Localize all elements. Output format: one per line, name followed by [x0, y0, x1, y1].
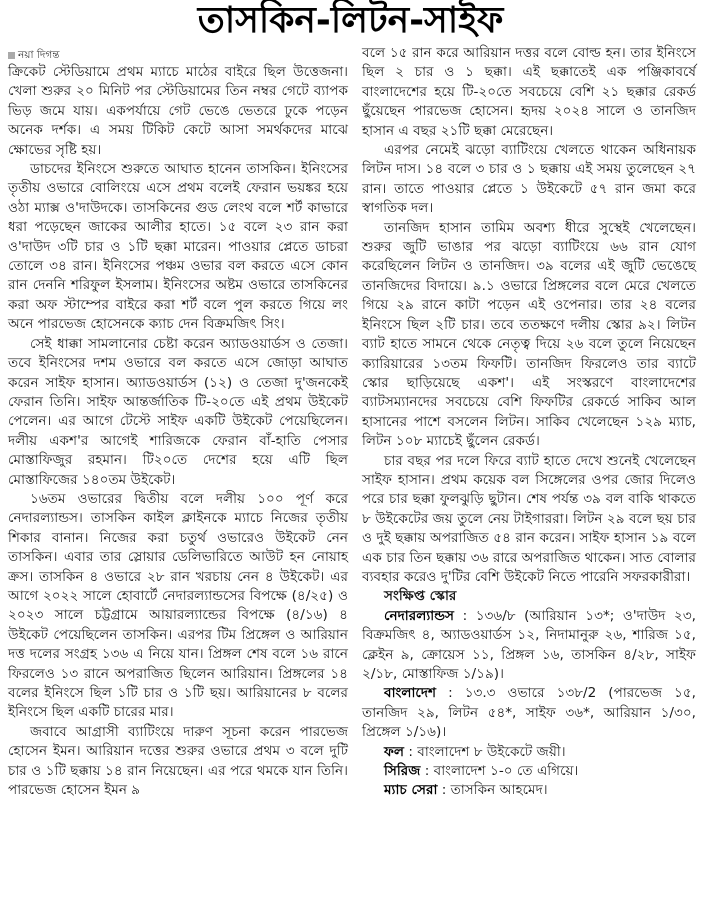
score-text: : ১৩.৩ ওভারে ১৩৮/2 (পারভেজ ১৫, তানজিদ ২৯, লিটন ৫৪*, সাইফ ৩৬*, আরিয়ান ১/৩০, প্রিঙ্গেল ১/১৬)।: [362, 685, 696, 741]
score-result: [362, 743, 696, 762]
score-label: বাংলাদেশ: [384, 685, 437, 702]
score-player-of-match: [362, 781, 696, 800]
score-label: সিরিজ: [384, 763, 421, 780]
scorecard-heading: সংক্ষিপ্ত স্কোর: [384, 588, 457, 605]
headline: তাসকিন-লিটন-সাইফ: [197, 0, 504, 41]
article-paragraph: চার বছর পর দলে ফিরে ব্যাট হাতে দেখে শুনেই খেলেছেন সাইফ হাসান। প্রথম কয়েক বল সিঙ্গেলের ওপর জোর দিলেও পরে চার ছক্কা ফুলঝুড়ি ছুটান। শেষ পর্যন্ত ৩৯ বল বাকি থাকতে ৮ উইকেটের জয় তুলে নেয় টাইগাররা। লিটন ২৯ বলে ছয় চার ও দুই ছক্কায় অপরাজিত ৫৪ রান করেন। সাইফ হাসান ১৯ বলে এক চার তিন ছক্কায় ৩৬ রারে অপরাজিত থাকেন। সাত বোলার ব্যবহার করেও দু'টির বেশি উইকেট নিতে পারেনি সফরকারীরা।: [362, 452, 696, 585]
score-text: : ১৩৬/৮ (আরিয়ান ১৩*; ও'দাউদ ২৩, বিক্রমজিৎ ৪, অ্যাডওয়ার্ডস ১২, নিদামানুরু ২৬, শারিজ ১৫, ক্লেইন ৯, ক্রোয়েস ১১, প্রিঙ্গল ১৬, তাসকিন ৪/২৮, সাইফ ২/১৮, মোস্তাফিজ ১/১৯)।: [362, 607, 696, 682]
article-paragraph: এরপর নেমেই ঝড়ো ব্যাটিংয়ে খেলতে থাকেন অধিনায়ক লিটন দাস। ১৪ বলে ৩ চার ও ১ ছক্কায় এই সময় তুলেছেন ২৭ রান। তাতে পাওয়ার প্লেতে ১ উইকেটে ৫৭ রান জমা করে স্বাগতিক দল।: [362, 142, 696, 217]
article-paragraph: ১৬তম ওভারের দ্বিতীয় বলে দলীয় ১০০ পূর্ণ করে নেদারল্যান্ডস। তাসকিন কাইল ক্লাইনকে ম্যাচে নিজের তৃতীয় শিকার বানান। নিজের করা চতুর্থ ওভারেও উইকেট নেন তাসকিন। এবার তার স্লোয়ার ডেলিভারিতে আউট হন নোয়াহ ক্রস। তাসকিন ৪ ওভারে ২৮ রান খরচায় নেন ৪ উইকেট। এর আগে ২০২২ সালে হোবার্টে নেদারল্যান্ডসের বিপক্ষে (৪/২৫) ও ২০২৩ সালে চট্টগ্রামে আয়ারল্যান্ডের বিপক্ষে (৪/১৬) ৪ উইকেট পেয়েছিলেন তাসকিন। এরপর টিম প্রিঙ্গেল ও আরিয়ান দত্ত দলের সংগ্রহ ১৩৬ এ নিয়ে যান। প্রিঙ্গল শেষ বলে ১৬ রানে ফিরলেও ১৩ রানে অপরাজিত ছিলেন আরিয়ান। প্রিঙ্গলের ১৪ বলের ইনিংসে ছিল ১টি চার ও ১টি ছয়। আরিয়ানের ৮ বলের ইনিংসে ছিল একটি চারের মার।: [8, 490, 348, 721]
score-netherlands: [362, 607, 696, 685]
score-label: ম্যাচ সেরা: [384, 782, 438, 799]
score-text: : তাসকিন আহমেদ।: [437, 782, 548, 799]
score-text: : বাংলাদেশ ১-০ তে এগিয়ে।: [420, 763, 579, 780]
source-name: নয়া দিগন্ত: [18, 49, 60, 61]
article-paragraph: ক্রিকেট স্টেডিয়ামে প্রথম ম্যাচে মাঠের বাইরে ছিল উত্তেজনা। খেলা শুরুর ২০ মিনিট পর স্টেডিয়ামের তিন নম্বর গেটে ব্যাপক ভিড় জমে যায়। একপর্যায়ে গেট ভেঙে ভেতরে ঢুকে পড়েন অনেক দর্শক। এ সময় টিকিট কেটে আসা সমর্থকদের মাঝে ক্ষোভের সৃষ্টি হয়।: [8, 64, 348, 158]
source-credit: [8, 48, 348, 62]
article-paragraph: বলে ১৫ রান করে আরিয়ান দত্তর বলে বোল্ড হন। তার ইনিংসে ছিল ২ চার ও ১ ছক্কা। এই ছক্কাতেই এক পঞ্জিকাবর্ষে বাংলাদেশের হয়ে টি-২০তে সবচেয়ে বেশি ২১ ছক্কার রেকর্ড ছুঁয়েছেন পারভেজ হোসেন। হৃদয় ২০২৪ সালে ও তানজিদ হাসান এ বছর ২১টি ছক্কা মেরেছেন।: [362, 45, 696, 139]
score-bangladesh: [362, 684, 696, 742]
article-column-left: [8, 48, 348, 800]
score-label: নেদারল্যান্ডস: [384, 607, 455, 624]
article-paragraph: সেই ধাক্কা সামলানোর চেষ্টা করেন অ্যাডওয়ার্ডস ও তেজা। তবে ইনিংসের দশম ওভারে বল করতে এসে জোড়া আঘাত করেন সাইফ হাসান। অ্যাডওয়ার্ডস (১২) ও তেজা দু'জনকেই ফেরান তিনি। সাইফ আন্তর্জাতিক টি-২০তে এই প্রথম উইকেট পেলেন। এর আগে টেস্টে সাইফ একটি উইকেট পেয়েছিলেন। দলীয় একশ'র আগেই শারিজকে ফেরান বাঁ-হাতি পেসার মোস্তাফিজুর রহমান। টি২০তে দেশের হয়ে এটি ছিল মোস্তাফিজের ১৪০তম উইকেট।: [8, 335, 348, 488]
article-paragraph: তানজিদ হাসান তামিম অবশ্য ধীরে সুস্থেই খেলেছেন। শুরুর জুটি ভাঙার পর ঝড়ো ব্যাটিংয়ে ৬৬ রান যোগ করেছিলেন লিটন ও তানজিদ। ৩৯ বলের এই জুটি ভেঙেছে তানজিদের বিদায়ে। ৯.১ ওভারে প্রিঙ্গলের বলে মেরে খেলতে গিয়ে ২৯ রানে কাটা পড়েন এই ওপেনার। তার ২৪ বলের ইনিংসে ছিল ২টি চার। তবে ততক্ষণে দলীয় স্কোর ৯২। লিটন ব্যাট হাতে সামনে থেকে নেতৃত্ব দিয়ে ২৬ বলে তুলে নিয়েছেন ক্যারিয়ারের ১৩তম ফিফটি। তানজিদ ফিরলেও তার ব্যাটে স্কোর ছাড়িয়েছে একশ'। এই সংস্করণে বাংলাদেশের ব্যাটসম্যানদের সবচেয়ে বেশি ফিফটির রেকর্ডে সাকিব আল হাসানের পাশে বসলেন লিটন। সাকিব খেলেছেন ১২৯ ম্যাচ, লিটন ১০৮ ম্যাচেই ছুঁলেন রেকর্ড।: [362, 219, 696, 450]
score-text: : বাংলাদেশ ৮ উইকেটে জয়ী।: [404, 743, 566, 760]
score-series: [362, 762, 696, 781]
article-column-right: [362, 44, 696, 801]
article-paragraph: জবাবে আগ্রাসী ব্যাটিংয়ে দারুণ সূচনা করেন পারভেজ হোসেন ইমন। আরিয়ান দত্তের শুরুর ওভারে প্রথম ৩ বলে দুটি চার ও ১টি ছক্কায় ১৪ রান নিয়েছেন। এর পরে থমকে যান তিনি। পারভেজ হোসেন ইমন ৯: [8, 723, 348, 799]
article-paragraph: ডাচদের ইনিংসে শুরুতে আঘাত হানেন তাসকিন। ইনিংসের তৃতীয় ওভারে বোলিংয়ে এসে প্রথম বলেই ফেরান ভয়ঙ্কর হয়ে ওঠা ম্যাক্স ও'দাউদকে। তাসকিনের গুড লেংথ বলে শর্ট কাভারে ধরা পড়েছেন জাকের আলীর হাতে। ১৫ বলে ২৩ রান করা ও'দাউদ ৩টি চার ও ১টি ছক্কা মারেন। পাওয়ার প্লেতে ডাচরা তোলে ৩৪ রান। ইনিংসের পঞ্চম ওভার বল করতে এসে কোন রান দেননি শরিফুল ইসলাম। ইনিংসের অষ্টম ওভারে তাসকিনের করা অফ স্টাম্পের বাইরে করা শর্ট বলে পুল করতে গিয়ে লং অনে পারভেজ হোসেনকে ক্যাচ দেন বিক্রমজিৎ সিং।: [8, 161, 348, 333]
bullet-square-icon: [8, 52, 15, 59]
score-label: ফল: [384, 743, 405, 760]
